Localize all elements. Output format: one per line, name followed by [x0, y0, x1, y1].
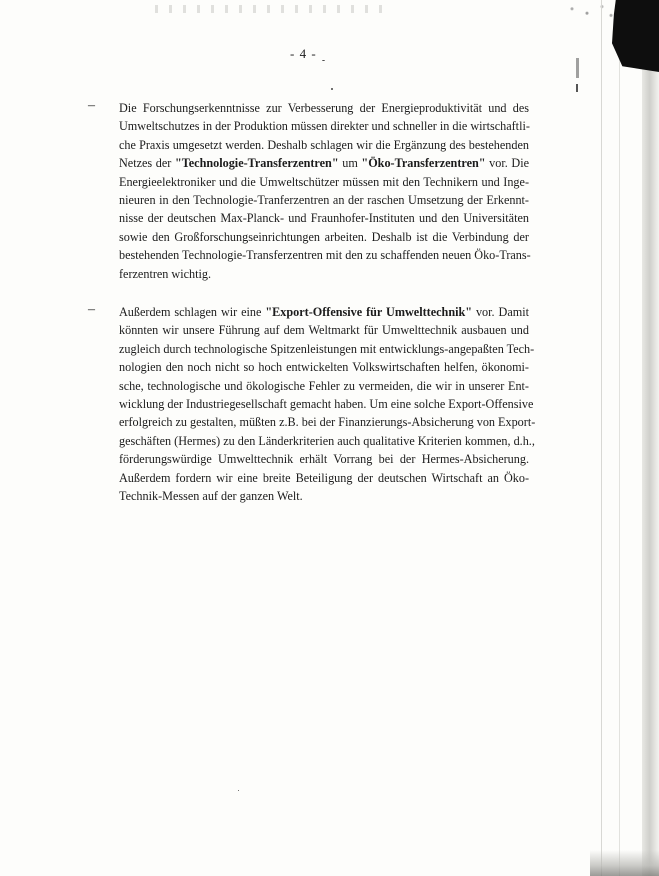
text-line: erfolgreich zu gestalten, müßten z.B. bei der Finanzierungs-Absicherung von Export-	[119, 415, 536, 430]
text-line: förderungswürdige Umwelttechnik erhält Vorrang bei der Hermes-Absicherung.	[119, 452, 529, 467]
text-line: Umweltschutzes in der Produktion müssen direkter und schneller in die wirtschaftli-	[119, 119, 530, 134]
text-line: che Praxis umgesetzt werden. Deshalb schlagen wir die Ergänzung des bestehenden	[119, 137, 529, 152]
text-line: geschäften (Hermes) zu den Länderkriterien auch qualitative Kriterien kommen, d.h.,	[119, 433, 535, 448]
text-line: ferzentren wichtig.	[119, 266, 212, 281]
emphasis-term: "Öko-Transferzentren"	[361, 156, 486, 171]
text-line	[119, 154, 529, 172]
scan-speck	[238, 790, 239, 791]
bullet-dash: –	[88, 98, 95, 113]
text-segment: Außerdem schlagen wir eine	[119, 305, 266, 319]
scan-mark	[576, 58, 579, 78]
text-line: nieuren in den Technologie-Tranferzentren an der raschen Umsetzung der Erkennt-	[119, 193, 529, 208]
text-line: wicklung der Industriegesellschaft gemacht haben. Um eine solche Export-Offensive	[119, 397, 534, 412]
text-line: Energieelektroniker und die Umweltschützer müssen mit den Technikern und Inge-	[119, 174, 529, 189]
text-line: Die Forschungserkenntnisse zur Verbesserung der Energieproduktivität und des	[119, 101, 529, 115]
text-line: Außerdem fordern wir eine breite Beteiligung der deutschen Wirtschaft an Öko-	[119, 470, 529, 485]
page-number: - 4 -	[290, 46, 317, 61]
scan-edge-line	[601, 0, 602, 876]
bullet-dash: –	[88, 302, 95, 317]
scan-mark	[576, 84, 578, 92]
emphasis-term: "Export-Offensive für Umwelttechnik"	[265, 305, 473, 319]
text-segment: vor. Damit	[472, 305, 529, 319]
text-segment: um	[338, 156, 362, 171]
text-segment: vor. Die	[485, 156, 529, 171]
text-line	[119, 303, 529, 321]
text-line: sowie den Großforschungseinrichtungen arbeiten. Deshalb ist die Verbindung der	[119, 229, 529, 244]
text-line: nologien den noch nicht so hoch entwickelten Volkswirtschaften helfen, ökonomi-	[119, 360, 529, 375]
scan-speck	[331, 88, 333, 90]
text-line: sche, technologische und ökologische Fehler zu vermeiden, die wir in unserer Ent-	[119, 378, 529, 393]
scan-speck	[322, 60, 325, 61]
text-line: nisse der deutschen Max-Planck- und Fraunhofer-Instituten und den Universitäten	[119, 211, 529, 226]
paragraph-export-offensive	[119, 303, 536, 505]
text-segment: Netzes der	[119, 156, 175, 171]
text-line: Technik-Messen auf der ganzen Welt.	[119, 489, 303, 504]
emphasis-term: "Technologie-Transferzentren"	[174, 156, 339, 171]
scan-edge-bottom	[590, 850, 659, 876]
text-line: zugleich durch technologische Spitzenleistungen mit entwicklungs-angepaßten Tech-	[119, 341, 535, 356]
text-line: könnten wir unsere Führung auf dem Weltmarkt für Umwelttechnik ausbauen und	[119, 323, 529, 338]
scan-edge-shadow	[642, 0, 659, 876]
scan-edge-line	[619, 20, 620, 876]
paragraph-technology-transfer	[119, 99, 529, 283]
text-line: bestehenden Technologie-Transferzentren mit den zu schaffenden neuen Öko-Trans-	[119, 248, 531, 263]
scan-noise-corner	[560, 0, 620, 22]
scan-noise-top	[155, 5, 385, 13]
